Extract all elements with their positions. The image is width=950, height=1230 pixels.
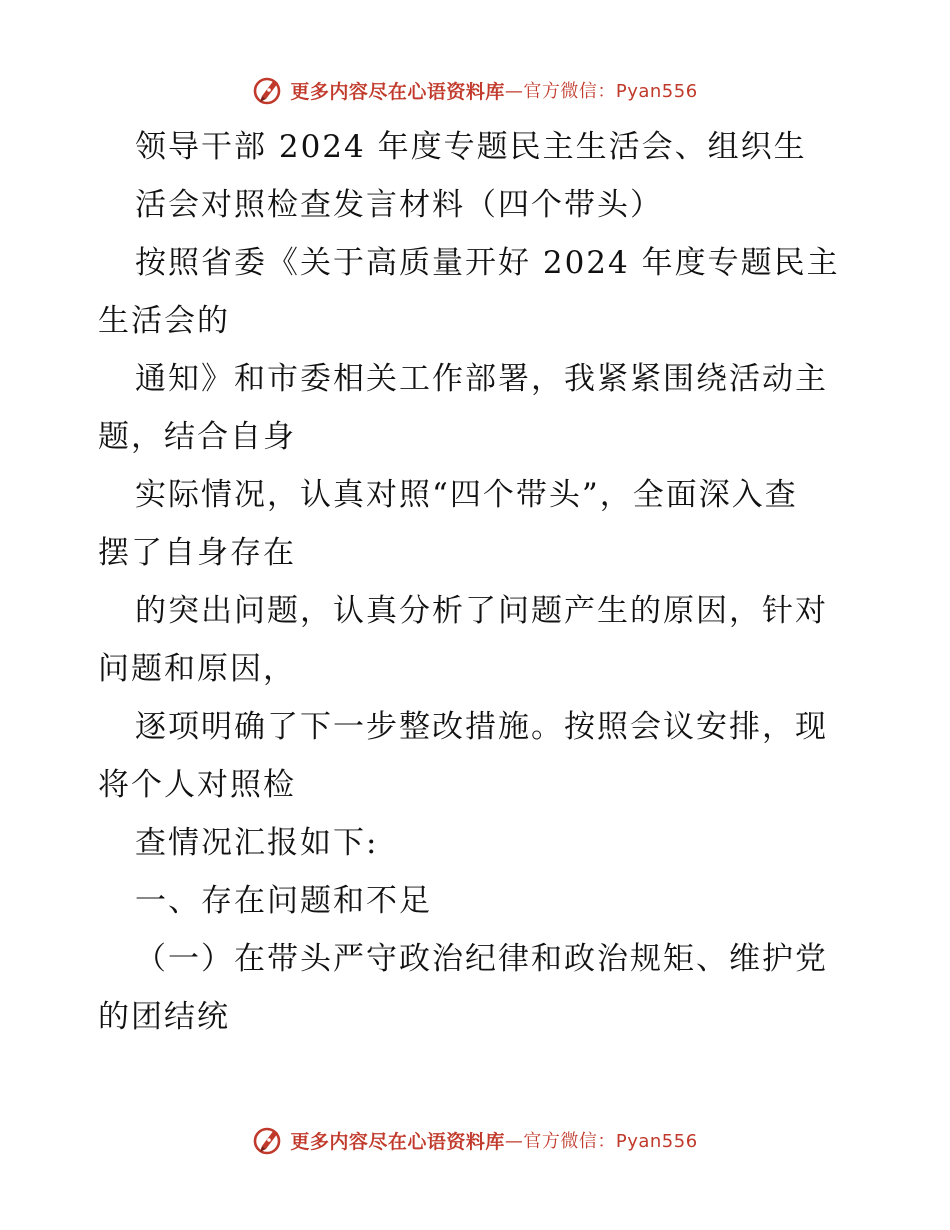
header-banner	[0, 70, 950, 110]
banner-contact-text: —官方微信：Pyan556	[504, 81, 698, 102]
paragraph-line: 将个人对照检	[98, 767, 296, 803]
footer-banner	[0, 1120, 950, 1160]
banner-brand-text: 更多内容尽在心语资料库	[290, 80, 505, 103]
banner-brand-text: 更多内容尽在心语资料库	[290, 1130, 505, 1153]
title-line-2: 活会对照检查发言材料（四个带头）	[135, 187, 663, 223]
paragraph-line: 通知》和市委相关工作部署，我紧紧围绕活动主	[135, 361, 828, 397]
paragraph-line: 生活会的	[98, 303, 230, 339]
pen-nib-circle-icon	[252, 1124, 284, 1156]
subsection-heading-continued: 的团结统	[98, 999, 230, 1035]
pen-nib-circle-icon	[252, 74, 284, 106]
document-body	[98, 118, 858, 1046]
paragraph-line: 逐项明确了下一步整改措施。按照会议安排，现	[135, 709, 828, 745]
paragraph-line: 题，结合自身	[98, 419, 296, 455]
paragraph-line: 问题和原因，	[98, 651, 296, 687]
paragraph-line: 实际情况，认真对照“四个带头”，全面深入查	[135, 477, 798, 513]
subsection-heading: （一）在带头严守政治纪律和政治规矩、维护党	[135, 941, 828, 977]
title-line-1: 领导干部 2024 年度专题民主生活会、组织生	[135, 129, 807, 165]
banner-contact-text: —官方微信：Pyan556	[504, 1131, 698, 1152]
section-heading: 一、存在问题和不足	[135, 883, 432, 919]
paragraph-line: 摆了自身存在	[98, 535, 296, 571]
paragraph-line: 查情况汇报如下:	[135, 825, 379, 861]
paragraph-line: 的突出问题，认真分析了问题产生的原因，针对	[135, 593, 828, 629]
paragraph-line: 按照省委《关于高质量开好 2024 年度专题民主	[135, 245, 840, 281]
